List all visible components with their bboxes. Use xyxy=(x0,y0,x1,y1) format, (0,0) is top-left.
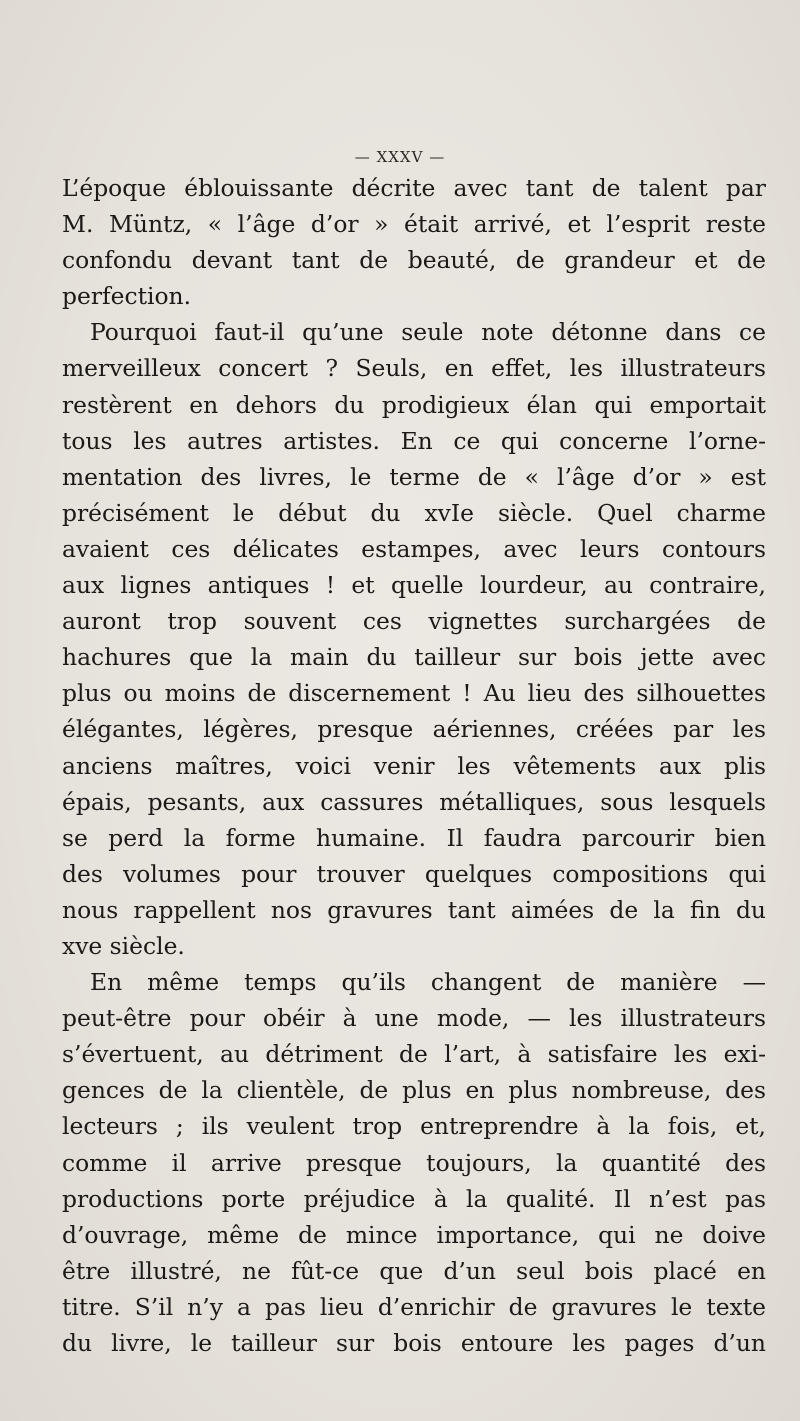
text-line: mentation des livres, le terme de « l’âge d’or » est xyxy=(62,462,766,491)
text-line: peut-être pour obéir à une mode, — les illustrateurs xyxy=(62,1004,766,1033)
text-line: précisément le début du xvIe siècle. Quel charme xyxy=(62,498,766,527)
text-line: restèrent en dehors du prodigieux élan qui emportait xyxy=(62,390,766,419)
text-line: hachures que la main du tailleur sur bois jette avec xyxy=(62,643,766,672)
text-line: du livre, le tailleur sur bois entoure les pages d’un xyxy=(62,1329,766,1357)
text-line: aux lignes antiques ! et quelle lourdeur, au contraire, xyxy=(62,571,766,600)
text-line: L’époque éblouissante décrite avec tant de talent par xyxy=(62,174,766,202)
text-line: titre. S’il n’y a pas lieu d’enrichir de gravures le texte xyxy=(62,1292,766,1321)
text-line: d’ouvrage, même de mince importance, qui ne doive xyxy=(62,1220,766,1249)
text-line: lecteurs ; ils veulent trop entreprendre à la fois, et, xyxy=(62,1112,766,1141)
text-line: perfection. xyxy=(62,282,192,311)
text-line: se perd la forme humaine. Il faudra parcourir bien xyxy=(62,823,766,852)
page-body-text xyxy=(62,170,766,1361)
text-line: M. Müntz, « l’âge d’or » était arrivé, et l’esprit reste xyxy=(62,210,766,239)
text-line: s’évertuent, au détriment de l’art, à satisfaire les exi- xyxy=(62,1040,766,1069)
text-line: être illustré, ne fût-ce que d’un seul bois placé en xyxy=(62,1256,766,1285)
text-line: élégantes, légères, presque aériennes, créées par les xyxy=(62,715,766,744)
text-line: comme il arrive presque toujours, la quantité des xyxy=(62,1148,766,1177)
text-line: avaient ces délicates estampes, avec leurs contours xyxy=(62,534,766,563)
text-line: xve siècle. xyxy=(62,931,185,960)
text-line: merveilleux concert ? Seuls, en effet, les illustrateurs xyxy=(62,354,766,383)
page-number-header: — XXXV — xyxy=(354,148,446,166)
text-line: plus ou moins de discernement ! Au lieu des silhouettes xyxy=(62,679,766,708)
text-line: confondu devant tant de beauté, de grandeur et de xyxy=(62,246,766,275)
text-line: tous les autres artistes. En ce qui concerne l’orne- xyxy=(62,426,766,455)
text-line: productions porte préjudice à la qualité. Il n’est pas xyxy=(62,1184,766,1213)
text-line: anciens maîtres, voici venir les vêtements aux plis xyxy=(62,751,766,780)
text-line: des volumes pour trouver quelques compositions qui xyxy=(62,859,766,888)
text-line: En même temps qu’ils changent de manière — xyxy=(90,968,766,997)
text-line: nous rappellent nos gravures tant aimées de la fin du xyxy=(62,895,766,924)
text-line: épais, pesants, aux cassures métalliques, sous lesquels xyxy=(62,787,766,816)
text-line: gences de la clientèle, de plus en plus nombreuse, des xyxy=(62,1076,766,1105)
text-line: auront trop souvent ces vignettes surchargées de xyxy=(62,607,766,636)
text-line: Pourquoi faut-il qu’une seule note détonne dans ce xyxy=(90,318,766,347)
